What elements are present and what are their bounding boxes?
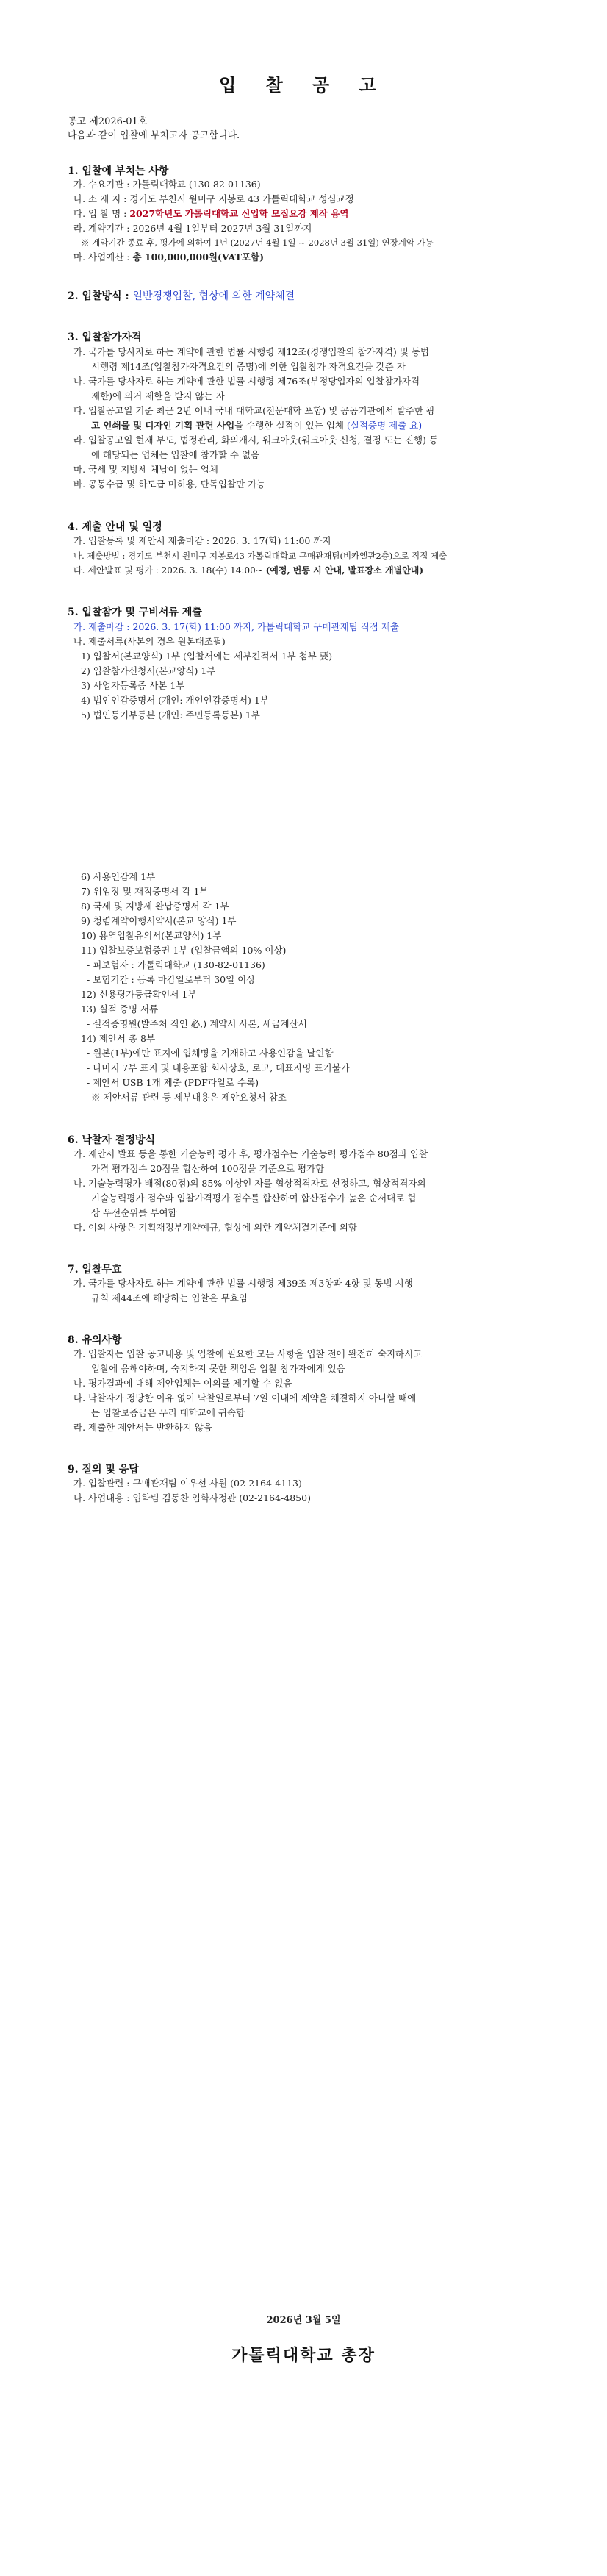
s3-item-e: 마. 국세 및 지방세 체납이 없는 업체 [73,464,218,475]
s5-doc-11: 11) 입찰보증보험증권 1부 (입찰금액의 10% 이상) [81,945,287,956]
page-title: 입 찰 공 고 [219,74,388,96]
s8-item-c-2: 는 입찰보증금은 우리 대학교에 귀속함 [91,1407,245,1418]
s5-doc-8: 8) 국세 및 지방세 완납증명서 각 1부 [81,901,229,912]
s5-doc-6: 6) 사용인감계 1부 [81,871,156,882]
s1-bid-name-value: 2027학년도 가톨릭대학교 신입학 모집요강 제작 용역 [129,208,349,219]
s6-item-b-1: 나. 기술능력평가 배점(80점)의 85% 이상인 자를 협상적격자로 선정하고, 협상적격자의 [73,1178,426,1189]
s5-doc-9: 9) 청렴계약이행서약서(본교 양식) 1부 [81,915,237,926]
s1-budget [73,251,529,263]
s3-item-c-proof: (실적증명 제출 요) [346,420,423,431]
section-2-label: 2. 입찰방식 : [68,290,133,302]
s5-doc-1: 1) 입찰서(본교양식) 1부 (입찰서에는 세부견적서 1부 첨부 要) [81,651,333,662]
s4-deadline: 가. 입찰등록 및 제안서 제출마감 : 2026. 3. 17(화) 11:00 까지 [73,535,331,546]
s1-extension-note: ※ 계약기간 종료 후, 평가에 의하여 1년 (2027년 4월 1일 ~ 2028년 3월 31일) 연장계약 가능 [81,237,434,248]
s8-item-a-2: 입찰에 응해야하며, 숙지하지 못한 책임은 입찰 참가자에게 있음 [91,1363,345,1374]
s5-documents-heading: 나. 제출서류(사본의 경우 원본대조필) [73,636,226,647]
s7-item-a-2: 규칙 제44조에 해당하는 입찰은 무효임 [91,1292,248,1303]
s3-item-c-scope: 고 인쇄물 및 디자인 기획 관련 사업 [91,420,235,431]
s5-doc-13-detail: - 실적증명원(발주처 직인 必,) 계약서 사본, 세금계산서 [87,1018,307,1029]
section-4-heading: 4. 제출 안내 및 일정 [68,521,162,533]
s7-item-a-1: 가. 국가를 당사자로 하는 계약에 관한 법률 시행령 제39조 제3항과 4항 및 동법 시행 [73,1278,413,1289]
s4-presentation-label: 다. 제안발표 및 평가 : 2026. 3. 18(수) 14:00~ [73,565,266,576]
s8-item-a-1: 가. 입찰자는 입찰 공고내용 및 입찰에 필요한 모든 사항을 입찰 전에 완전히 숙지하시고 [73,1348,423,1359]
s5-doc-11-insured: - 피보험자 : 가톨릭대학교 (130-82-01136) [87,959,265,970]
s4-method: 나. 제출방법 : 경기도 부천시 원미구 지봉로43 가톨릭대학교 구매관재팀(비카엘관2층)으로 직접 제출 [73,551,448,561]
s6-item-a-1: 가. 제안서 발표 등을 통한 기술능력 평가 후, 평가점수는 기술능력 평가점수 80점과 입찰 [73,1148,428,1159]
s8-item-d: 라. 제출한 제안서는 반환하지 않음 [73,1422,212,1433]
s3-item-d-2: 에 해당되는 업체는 입찰에 참가할 수 없음 [91,449,260,460]
s5-doc-14: 14) 제안서 총 8부 [81,1033,156,1044]
s5-doc-10: 10) 용역입찰유의서(본교양식) 1부 [81,930,222,941]
s3-item-f: 바. 공동수급 및 하도급 미허용, 단독입찰만 가능 [73,479,266,490]
s5-doc-2: 2) 입찰참가신청서(본교양식) 1부 [81,665,216,676]
s4-presentation-note: (예정, 변동 시 안내, 발표장소 개별안내) [265,565,424,576]
s1-contract-period: 라. 계약기간 : 2026년 4월 1일부터 2027년 3월 31일까지 [73,223,312,234]
s5-doc-7: 7) 위임장 및 재직증명서 각 1부 [81,886,209,897]
s6-item-b-3: 상 우선순위를 부여함 [91,1207,177,1218]
s5-doc-5: 5) 법인등기부등본 (개인: 주민등록등본) 1부 [81,709,260,720]
s5-doc-13: 13) 실적 증명 서류 [81,1003,159,1015]
s1-budget-value: 총 100,000,000원(VAT포함) [132,251,264,262]
s6-item-a-2: 가격 평가점수 20점을 합산하여 100점을 기준으로 평가함 [91,1163,325,1174]
s5-doc-3: 3) 사업자등록증 사본 1부 [81,680,185,691]
s5-doc-11-period: - 보험기간 : 등록 마감일로부터 30일 이상 [87,974,256,985]
s8-item-b: 나. 평가결과에 대해 제안업체는 이의를 제기할 수 없음 [73,1378,292,1389]
section-2-method: 일반경쟁입찰, 협상에 의한 계약체결 [132,290,295,302]
notice-number: 공고 제2026-01호 [68,116,148,127]
s9-bid-contact: 가. 입찰관련 : 구매관재팀 이우선 사원 (02-2164-4113) [73,1478,302,1489]
section-8-heading: 8. 유의사항 [68,1334,122,1346]
s3-item-a-2: 시행령 제14조(입찰참가자격요건의 증명)에 의한 입찰참가 자격요건을 갖춘 자 [91,361,406,372]
s1-address: 나. 소 재 지 : 경기도 부천시 원미구 지봉로 43 가톨릭대학교 성심교정 [73,193,354,204]
s1-bid-name [73,208,529,220]
section-2-heading [68,288,295,303]
s3-item-c-1: 다. 입찰공고일 기준 최근 2년 이내 국내 대학교(전문대학 포함) 및 공공기관에서 발주한 광 [73,405,435,416]
s1-bid-name-label: 다. 입 찰 명 : [73,208,130,219]
section-1-heading: 1. 입찰에 부치는 사항 [68,165,169,177]
s3-item-a-1: 가. 국가를 당사자로 하는 계약에 관한 법률 시행령 제12조(경쟁입찰의 참가자격) 및 동법 [73,346,429,357]
s3-item-d-1: 라. 입찰공고일 현재 부도, 법정관리, 화의개시, 워크아웃(워크아웃 신청, 결정 또는 진행) 등 [73,434,438,446]
s5-doc-12: 12) 신용평가등급확인서 1부 [81,989,197,1000]
s3-item-b-1: 나. 국가를 당사자로 하는 계약에 관한 법률 시행령 제76조(부정당업자의 입찰참가자격 [73,376,420,387]
s5-doc-14-original: - 원본(1부)에만 표지에 업체명을 기재하고 사용인감을 날인함 [87,1048,334,1059]
s5-doc-14-usb: - 제안서 USB 1개 제출 (PDF파일로 수록) [87,1077,259,1088]
s5-doc-14-copies: - 나머지 7부 표지 및 내용포함 회사상호, 로고, 대표자명 표기불가 [87,1062,350,1073]
signature: 가톨릭대학교 총장 [231,2346,376,2365]
s4-presentation [73,565,529,576]
s6-item-b-2: 기술능력평가 점수와 입찰가격평가 점수를 합산하여 합산점수가 높은 순서대로 협 [91,1192,417,1203]
s9-project-contact: 나. 사업내용 : 입학팀 김동찬 입학사정관 (02-2164-4850) [73,1492,311,1503]
section-3-heading: 3. 입찰참가자격 [68,332,142,343]
s8-item-c-1: 다. 낙찰자가 정당한 이유 없이 낙찰일로부터 7일 이내에 계약을 체결하지 아니할 때에 [73,1392,417,1403]
s3-item-b-2: 제한)에 의거 제한을 받지 않는 자 [91,390,225,401]
section-6-heading: 6. 낙찰자 결정방식 [68,1134,156,1146]
issue-date: 2026년 3월 5일 [266,2315,341,2326]
section-7-heading: 7. 입찰무효 [68,1264,122,1276]
s3-item-c-text: 을 수행한 실적이 있는 업체 [234,420,347,431]
s6-item-c: 다. 이외 사항은 기획재정부계약예규, 협상에 의한 계약체결기준에 의함 [73,1222,357,1233]
s5-deadline: 가. 제출마감 : 2026. 3. 17(화) 11:00 까지, 가톨릭대학교 구매관재팀 직접 제출 [73,621,399,632]
s5-reference-note: ※ 제안서류 관련 등 세부내용은 제안요청서 참조 [91,1092,287,1103]
s5-doc-4: 4) 법인인감증명서 (개인: 개인인감증명서) 1부 [81,695,269,706]
section-5-heading: 5. 입찰참가 및 구비서류 제출 [68,607,202,618]
s3-item-c-2 [91,420,532,432]
s1-agency: 가. 수요기관 : 가톨릭대학교 (130-82-01136) [73,179,261,190]
intro-text: 다음과 같이 입찰에 부치고자 공고합니다. [68,130,240,141]
section-9-heading: 9. 질의 및 응답 [68,1464,139,1475]
s1-budget-label: 마. 사업예산 : [73,251,133,262]
